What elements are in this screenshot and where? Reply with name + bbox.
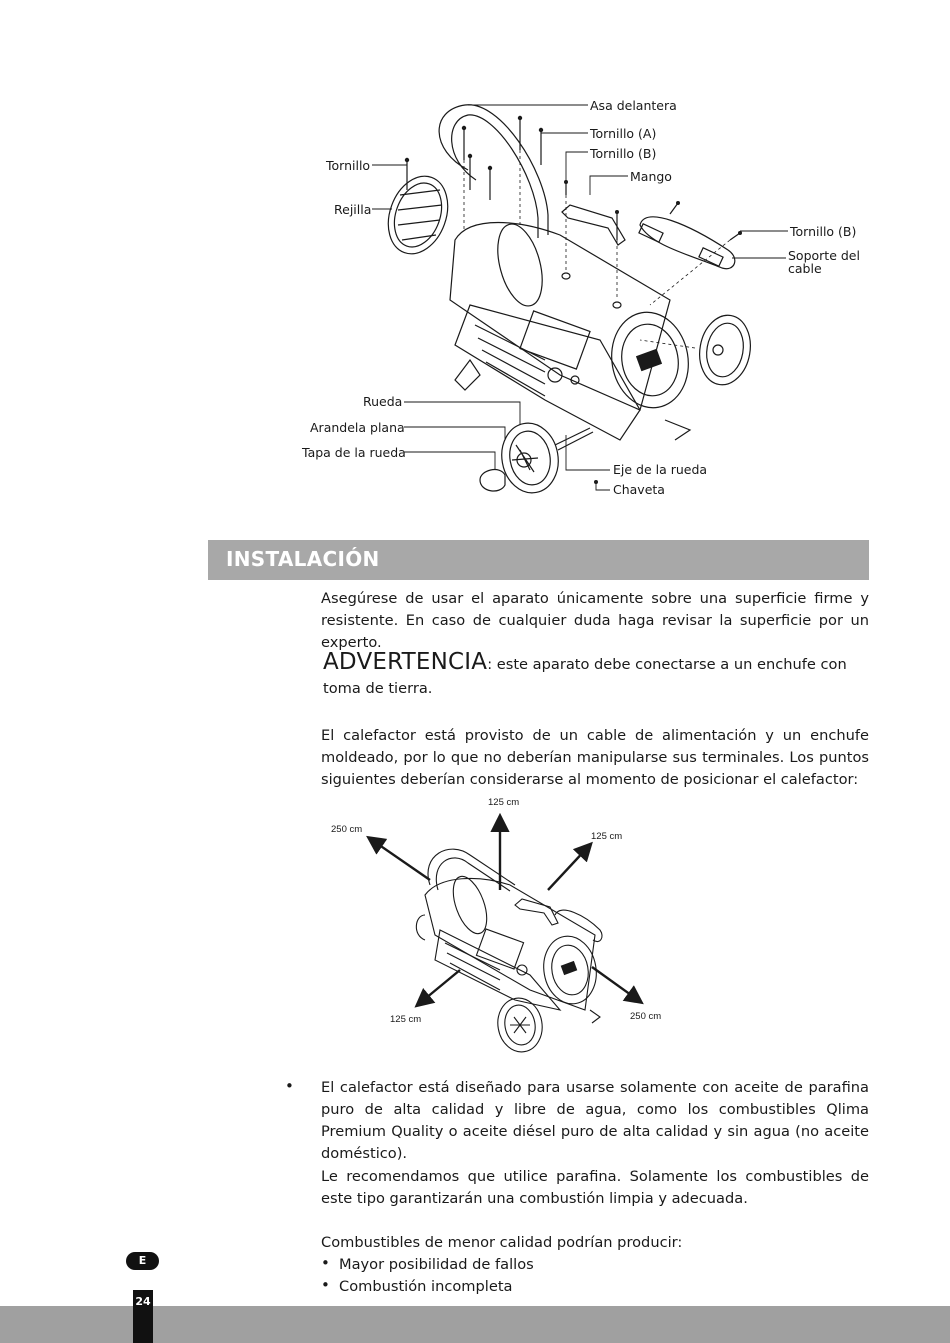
page-number: 24 [135, 1295, 151, 1308]
callout-screw-b-top: Tornillo (B) [590, 146, 657, 161]
language-badge [126, 1252, 159, 1270]
callout-cable-support-line1: Soporte del [788, 248, 860, 263]
callout-screw-a: Tornillo (A) [590, 126, 657, 141]
callout-cable-support-line2: cable [788, 261, 822, 276]
list-item: Combustión incompleta [339, 1278, 513, 1295]
warning-text: : este aparato debe conectarse a un enchufe con toma de tierra. [323, 656, 847, 697]
list-item: Mayor posibilidad de fallos [339, 1256, 534, 1273]
callout-wheel-cap: Tapa de la rueda [302, 445, 406, 460]
callout-grille: Rejilla [334, 202, 372, 217]
clearance-label-top-left: 250 cm [331, 824, 363, 835]
callout-cotter-pin: Chaveta [613, 482, 665, 497]
bullet-marker: • [285, 1077, 294, 1095]
bullet-marker: • [321, 1254, 330, 1272]
callout-flat-washer: Arandela plana [310, 420, 405, 435]
clearance-label-top: 125 cm [488, 797, 520, 808]
callout-cable-support [788, 249, 860, 275]
section-title: INSTALACIÓN [226, 547, 380, 571]
page-number-tab [133, 1290, 153, 1343]
section-header-bar [208, 540, 869, 580]
language-label: E [138, 1254, 147, 1267]
paragraph-recommend: Le recomendamos que utilice parafina. Solamente los combustibles de este tipo garantizarán una combustión limpia y adecuada. [321, 1168, 869, 1207]
callout-screw-b-right: Tornillo (B) [790, 224, 857, 239]
clearance-label-bottom-left: 125 cm [390, 1014, 422, 1025]
callout-handle: Mango [630, 169, 672, 184]
clearance-label-bottom-right: 250 cm [630, 1011, 662, 1022]
warning-block [323, 650, 871, 701]
callout-screw: Tornillo [326, 158, 371, 173]
callout-wheel-axle: Eje de la rueda [613, 462, 708, 477]
paragraph-lower-quality: Combustibles de menor calidad podrían producir: [321, 1234, 683, 1251]
clearance-label-top-right: 125 cm [591, 831, 623, 842]
callout-front-handle: Asa delantera [590, 98, 677, 113]
paragraph-cable: El calefactor está provisto de un cable de alimentación y un enchufe moldeado, por lo que no deberían manipularse sus terminales. Los puntos siguientes deberían considerarse al momento de posicionar el calefactor: [321, 727, 869, 788]
bullet-marker: • [321, 1276, 330, 1294]
paragraph-surface: Asegúrese de usar el aparato únicamente sobre una superficie firme y resistente. En caso de cualquier duda haga revisar la superficie por un experto. [321, 590, 869, 651]
warning-label: ADVERTENCIA [323, 649, 488, 675]
paragraph-fuel: El calefactor está diseñado para usarse solamente con aceite de parafina puro de alta calidad y libre de agua, como los combustibles Qlima Premium Quality o aceite diésel puro de alta calidad y sin agua (no aceite doméstico). [321, 1079, 869, 1162]
callout-wheel: Rueda [363, 394, 403, 409]
